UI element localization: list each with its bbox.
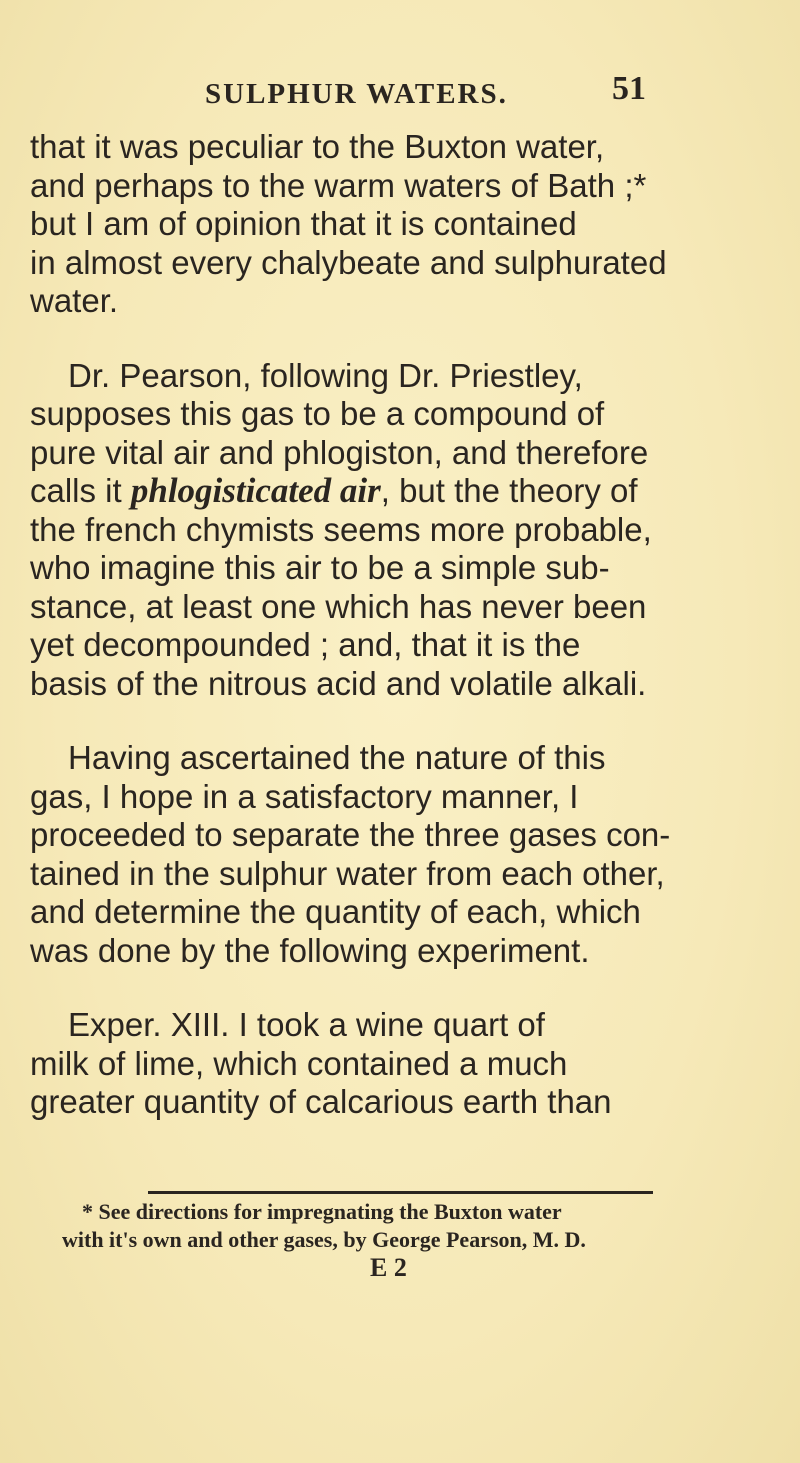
paragraph-3: [30, 739, 671, 970]
signature-mark: E 2: [370, 1253, 407, 1282]
text-line: Exper. XIII. I took a wine quart of: [68, 1006, 545, 1043]
text-line: in almost every chalybeate and sulphurated: [30, 243, 667, 281]
body-text: [30, 128, 671, 1122]
text-line: proceeded to separate the three gases con-: [30, 816, 671, 853]
text-line: gas, I hope in a satisfactory manner, I: [30, 777, 579, 815]
footnote-rule: [148, 1191, 653, 1194]
text-line: and perhaps to the warm waters of Bath ;*: [30, 166, 647, 204]
text-line: milk of lime, which contained a much: [30, 1044, 568, 1082]
paragraph-2: [30, 357, 662, 704]
footnote-line: * See directions for impregnating the Buxton water: [82, 1199, 562, 1224]
page-number: 51: [612, 70, 646, 107]
text-line: tained in the sulphur water from each other,: [30, 854, 665, 892]
text-line: but I am of opinion that it is contained: [30, 205, 577, 242]
text-line: and determine the quantity of each, which: [30, 893, 641, 930]
text-line: Having ascertained the nature of this: [68, 739, 606, 776]
text-line: was done by the following experiment.: [30, 931, 590, 969]
italic-term: phlogisticated air: [130, 471, 381, 510]
text-line: Dr. Pearson, following Dr. Priestley,: [68, 356, 583, 394]
paragraph-1: [30, 128, 667, 321]
text-line: yet decompounded ; and, that it is the: [30, 626, 581, 663]
text-line: stance, at least one which has never been: [30, 587, 647, 625]
text-line: pure vital air and phlogiston, and therefore: [30, 433, 649, 471]
text-line: the french chymists seems more probable,: [30, 510, 652, 548]
paragraph-4: [30, 1006, 662, 1122]
running-head: SULPHUR WATERS.: [205, 78, 508, 110]
text-span: calls it: [30, 472, 131, 509]
text-span: , but the theory of: [380, 472, 638, 509]
text-line: water.: [30, 282, 119, 319]
footnote-line: with it's own and other gases, by George Pearson, M. D.: [62, 1227, 586, 1252]
text-line: that it was peculiar to the Buxton water,: [30, 128, 605, 165]
text-line: supposes this gas to be a compound of: [30, 395, 605, 432]
text-line-with-italic: [30, 472, 662, 511]
text-line: basis of the nitrous acid and volatile alkali.: [30, 664, 647, 702]
text-line: greater quantity of calcarious earth than: [30, 1083, 612, 1120]
footnote: [62, 1198, 662, 1254]
text-line: who imagine this air to be a simple sub-: [30, 549, 610, 586]
